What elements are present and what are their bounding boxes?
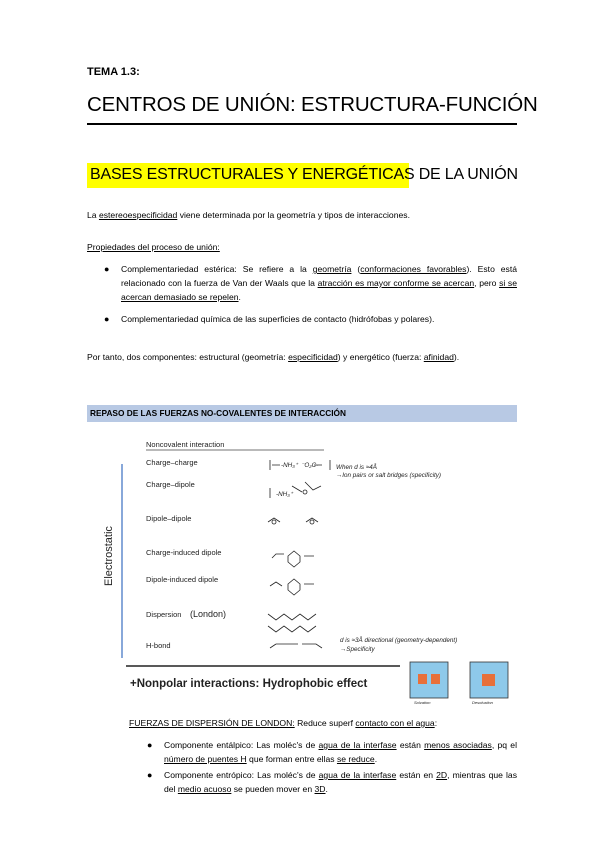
- row-dipole-dipole: Dipole–dipole: [146, 514, 192, 523]
- row-charge-charge: Charge–charge: [146, 458, 198, 467]
- bullet-marker: ●: [104, 264, 110, 274]
- desolvation-label: Desolvation: [472, 700, 493, 705]
- note-salt-bridges: →Ion pairs or salt bridges (specificity): [336, 472, 441, 479]
- bullet-marker: ●: [104, 314, 110, 324]
- svg-text:-NH₃⁺: -NH₃⁺: [281, 462, 299, 469]
- row-dipole-induced-dipole: Dipole-induced dipole: [146, 575, 219, 584]
- bullet-marker: ●: [147, 740, 153, 750]
- solvation-label: Solvation: [414, 700, 431, 705]
- figure-header: Noncovalent interaction: [146, 440, 225, 449]
- row-dispersion: Dispersion: [146, 610, 182, 619]
- title-divider: [87, 123, 517, 125]
- svg-text:-NH₃⁺: -NH₃⁺: [276, 491, 294, 498]
- review-heading: REPASO DE LAS FUERZAS NO-COVALENTES DE INTERACCIÓN: [90, 408, 346, 418]
- note-specificity: →Specificity: [340, 646, 375, 653]
- molecule-sketches: [268, 460, 330, 648]
- bullet-marker: ●: [147, 770, 153, 780]
- note-distance-4a: When d is ≈4Å: [336, 464, 377, 471]
- row-h-bond: H-bond: [146, 641, 171, 650]
- bullet-steric: Complementariedad estérica: Se refiere a la geometría (conformaciones favorables). Esto está relacionado con la fuerza de Van der Waals que la atracción es mayor conforme se acercan, pero si se acercan demasiado se repelen.: [121, 264, 518, 302]
- note-distance-3a: d is ≈3Å directional (geometry-dependent): [340, 637, 458, 644]
- page-title: CENTROS DE UNIÓN: ESTRUCTURA-FUNCIÓN: [87, 93, 538, 116]
- desolvation-box: [470, 662, 508, 698]
- london-heading: FUERZAS DE DISPERSIÓN DE LONDON: Reduce superf contacto con el agua:: [129, 718, 438, 728]
- solvation-box: [410, 662, 448, 698]
- intro-paragraph: La estereoespecificidad viene determinada por la geometría y tipos de interacciones.: [87, 210, 410, 220]
- electrostatic-axis-label: Electrostatic: [103, 526, 115, 586]
- topic-number: TEMA 1.3:: [87, 66, 140, 78]
- noncovalent-interactions-figure: [100, 436, 520, 706]
- bullet-chemical: Complementariedad química de las superficies de contacto (hidrófobas y polares).: [121, 314, 435, 324]
- summary-paragraph: Por tanto, dos componentes: estructural (geometría: especificidad) y energético (fuerza: afinidad).: [87, 352, 460, 362]
- properties-heading: Propiedades del proceso de unión:: [87, 242, 220, 252]
- row-charge-dipole: Charge–dipole: [146, 480, 195, 489]
- row-charge-induced-dipole: Charge-induced dipole: [146, 548, 222, 557]
- hydrophobic-effect-label: +Nonpolar interactions: Hydrophobic effect: [130, 678, 368, 690]
- london-label: (London): [190, 609, 227, 619]
- bullet-enthalpic: Componente entálpico: Las moléc's de agua de la interfase están menos asociadas, pq el número de puentes H que forman entre ellas se reduce.: [164, 740, 517, 764]
- bullet-entropic: Componente entrópico: Las moléc's de agua de la interfase están en 2D, mientras que las del medio acuoso se pueden mover en 3D.: [164, 770, 518, 794]
- section-title: BASES ESTRUCTURALES Y ENERGÉTICAS DE LA UNIÓN: [90, 166, 518, 183]
- svg-text:⁻O₂C-: ⁻O₂C-: [301, 462, 319, 469]
